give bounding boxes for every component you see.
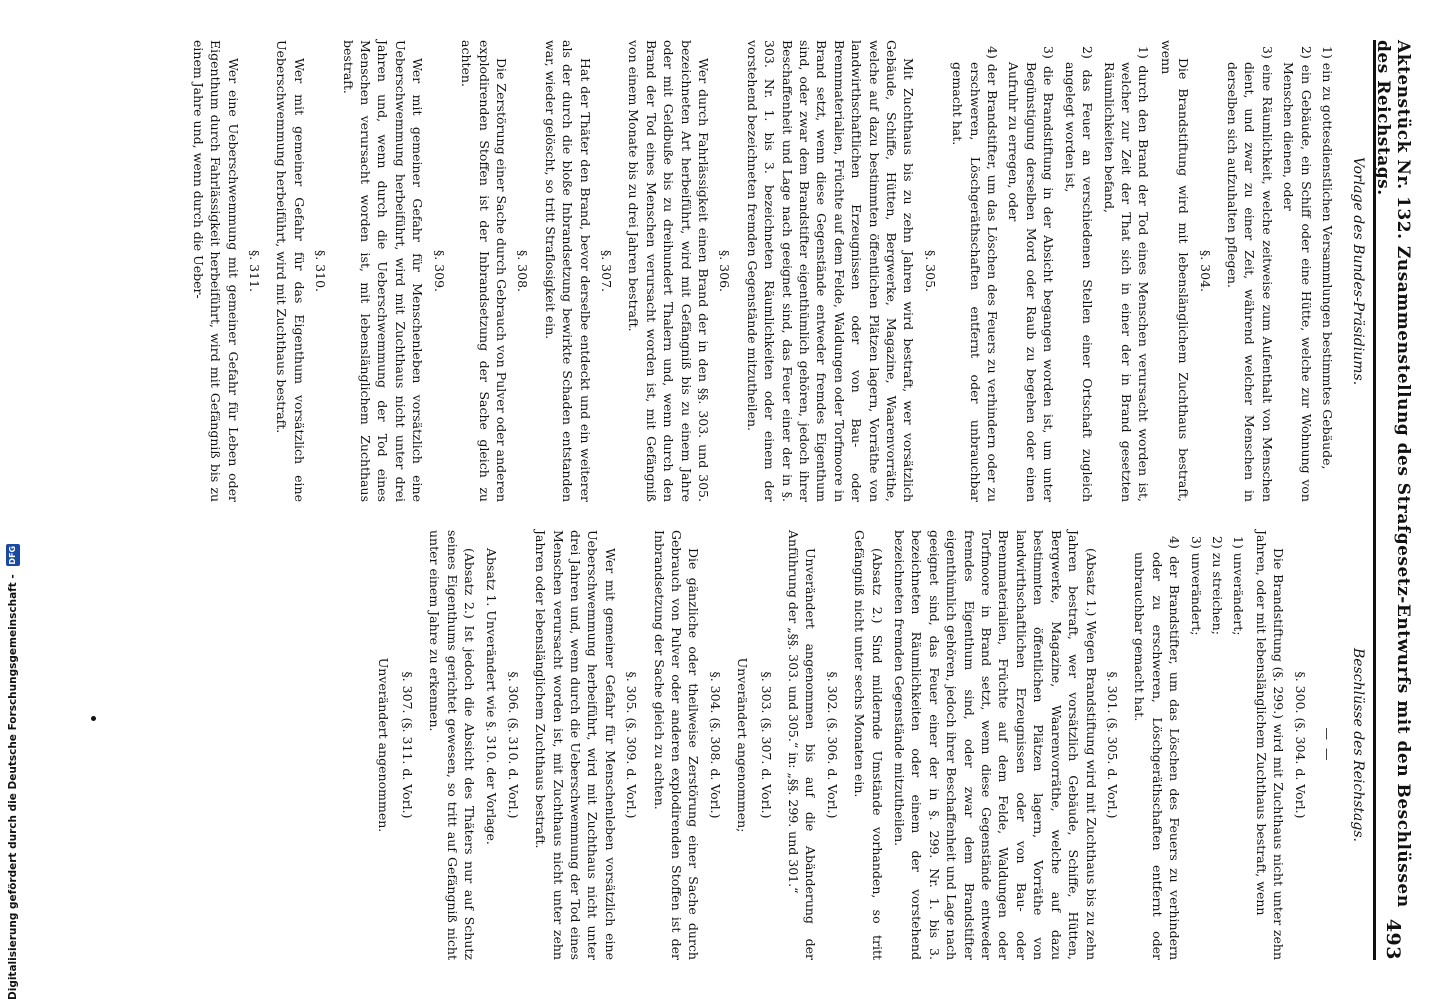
paragraph: Die gänzliche oder theilweise Zerstörung einer Sache durch Gebrauch von Pulver oder anderen explodirenden Stoffen ist der Inbrandsetzung der Sache gleich zu achten. xyxy=(651,530,702,960)
right-column xyxy=(371,530,1336,960)
paragraph: Absatz 1. Unverändert wie §. 310. der Vorlage. xyxy=(484,548,500,845)
section-number: §. 306. xyxy=(717,249,733,293)
list-item: 2) ein Gebäude, ein Schiff oder eine Hütte, welche zur Wohnung von Menschen dienen, oder xyxy=(1281,46,1314,502)
list-item: 4) der Brandstifter, um das Löschen des Feuers zu verhindern oder zu erschweren, Löschgeräthschaften entfernt oder unbrauchbar gemacht hat. xyxy=(1132,536,1183,960)
digitization-note xyxy=(2,0,24,1000)
paragraph: Wer eine Ueberschwemmung mit gemeiner Gefahr für Leben oder Eigenthum durch Fahrlässigkeit herbeiführt, wird mit Gefängniß bis zu einem Jahre und, wenn durch die Ueber- xyxy=(190,40,241,502)
paragraph: Hat der Thäter den Brand, bevor derselbe entdeckt und ein weiterer als der durch die bloße Inbrandsetzung bewirkte Schaden entstanden war, wieder gelöscht, so tritt Straflosigkeit ein. xyxy=(542,40,593,502)
section-number: §. 310. xyxy=(313,249,329,293)
paragraph: Wer mit gemeiner Gefahr für Menschenleben vorsätzlich eine Ueberschwemmung herbeiführt, wird mit Zuchthaus nicht unter drei Jahren und, wenn durch die Ueberschwemmung der Tod eines Menschen verursacht worden ist, mit lebenslänglichem Zuchthaus bestraft. xyxy=(340,40,426,502)
list-item: 1) durch den Brand der Tod eines Menschen verursacht worden ist, welcher zur Zeit der That sich in einer der in Brand gesetzten Räumlichkeiten befand, xyxy=(1101,46,1152,502)
list-item: 4) der Brandstifter, um das Löschen des Feuers zu verhindern oder zu erschweren, Löschgeräthschaften entfernt oder unbrauchbar gemacht hat. xyxy=(950,46,1001,502)
paragraph: Wer mit gemeiner Gefahr für das Eigenthum vorsätzlich eine Ueberschwemmung herbeiführt, wird mit Zuchthaus bestraft. xyxy=(274,40,307,502)
list-item: 2) das Feuer an verschiedenen Stellen einer Ortschaft zugleich angelegt worden ist, xyxy=(1062,46,1096,502)
section-number: §. 304. xyxy=(1197,249,1213,293)
list-item: 2) zu streichen; xyxy=(1209,536,1225,635)
note-line: Unverändert angenommen; xyxy=(735,657,751,833)
section-number: §. 305. (§. 309. d. Vorl.) xyxy=(624,671,640,819)
paragraph: (Absatz 2.) Sind mildernde Umstände vorhanden, so tritt Gefängniß nicht unter sechs Monaten ein. xyxy=(852,530,885,960)
section-number: §. 308. xyxy=(515,249,531,293)
paragraph: Die Zerstörung einer Sache durch Gebrauch von Pulver oder anderen explodirenden Stoffen ist der Inbrandsetzung der Sache gleich zu achten. xyxy=(459,40,509,502)
left-column-heading: Vorlage des Bundes-Präsidiums. xyxy=(1350,156,1366,386)
paragraph: Die Brandstiftung wird mit lebenslänglichem Zuchthaus bestraft, wenn xyxy=(1158,40,1192,502)
paragraph: Wer durch Fahrlässigkeit einen Brand der in den §§. 303. und 305. bezeichneten Art herbeiführt, wird mit Gefängniß bis zu einem Jahre oder mit Geldbuße bis zu dreihundert Thalern und, wenn durch den Brand der Tod eines Menschen verursacht worden ist, mit Gefängniß von einem Monate bis zu drei Jahren bestraft. xyxy=(626,40,711,502)
paragraph: (Absatz 1.) Wegen Brandstiftung wird mit Zuchthaus bis zu zehn Jahren bestraft, wer vorsätzlich Gebäude, Schiffe, Hütten, Bergwerke, Magazine, Waarenvorräthe, welche auf dazu bestimmten öffentlichen Plätzen lagern, Vorräthe von landwirthschaftlichen Erzeugnissen oder von Bau- oder Brennmaterialien, Früchte auf dem Felde, Waldungen oder Torfmoore in Brand setzt, wenn diese Gegenstände entweder fremdes Eigenthum sind, oder zwar dem Brandstifter eigenthümlich gehören, jedoch ihrer Beschaffenheit und Lage nach geeignet sind, das Feuer einer der in §. 299. Nr. 1. bis 3. bezeichneten Räumlichkeiten oder einem der vorstehend bezeichneten fremden Gegenstände mitzutheilen. xyxy=(892,530,1099,960)
list-item: 1) ein zu gottesdienstlichen Versammlungen bestimmtes Gebäude, xyxy=(1320,46,1335,470)
paragraph: (Absatz 2.) Ist jedoch die Absicht des Thäters nur auf Schutz seines Eigenthums gerichtet gewesen, so tritt auf Gefängniß nicht unter einem Jahre zu erkennen. xyxy=(427,530,477,960)
right-column-heading: Beschlüsse des Reichstags. xyxy=(1350,647,1366,842)
paragraph: Wer mit gemeiner Gefahr für Menschenleben vorsätzlich eine Ueberschwemmung herbeiführt, wird mit Zuchthaus nicht unter drei Jahren und, wenn durch die Ueberschwemmung der Tod eines Menschen verursacht worden ist, mit Zuchthaus nicht unter zehn Jahren oder lebenslänglichem Zuchthaus bestraft. xyxy=(533,530,618,960)
ink-speck xyxy=(91,716,96,721)
paragraph: Unverändert angenommen bis auf die Abänderung der Anführung der „§§. 303. und 305.“ in: „§§. 299. und 301.“ xyxy=(786,530,819,960)
list-item: 1) unverändert; xyxy=(1231,536,1247,636)
left-column xyxy=(184,40,1336,502)
section-number: §. 303. (§. 307. d. Vorl.) xyxy=(758,671,774,819)
section-number: §. 302. (§. 306. d. Vorl.) xyxy=(824,671,840,819)
list-item: 3) eine Räumlichkeit, welche zeitweise zum Aufenthalt von Menschen dient, und zwar zu einer Zeit, während welcher Menschen in derselben sich aufzuhalten pflegen. xyxy=(1224,46,1275,502)
section-number: §. 311. xyxy=(247,249,263,293)
section-number: §. 307. (§. 311. d. Vorl.) xyxy=(399,671,415,819)
section-number: §. 309. xyxy=(431,249,447,293)
separator: — — xyxy=(1320,727,1335,763)
list-item: 3) die Brandstiftung in der Absicht begangen worden ist, um unter Begünstigung derselben Mord oder Raub zu begehen oder einen Aufruhr zu erregen, oder xyxy=(1006,46,1057,502)
section-number: §. 307. xyxy=(598,249,614,293)
digitization-note-text: Digitalisierung gefördert durch die Deutsche Forschungsgemeinschaft - xyxy=(7,574,19,1000)
page-number: 493 xyxy=(1382,918,1404,960)
dfg-logo: DFG xyxy=(6,544,20,566)
paragraph: Die Brandstiftung (§. 299.) wird mit Zuchthaus nicht unter zehn Jahren, oder mit lebenslänglichem Zuchthaus bestraft, wenn xyxy=(1253,530,1287,960)
section-number: §. 301. (§. 305. d. Vorl.) xyxy=(1104,671,1120,819)
section-number: §. 304. (§. 308. d. Vorl.) xyxy=(707,671,723,819)
list-item: 3) unverändert; xyxy=(1188,536,1204,636)
paragraph: Mit Zuchthaus bis zu zehn Jahren wird bestraft, wer vorsätzlich Gebäude, Schiffe, Hütten, Bergwerke, Magazine, Waarenvorräthe, welche auf dazu bestimmten öffentlichen Plätzen lagern, Vorräthe von landwirthschaftlichen Erzeugnissen oder von Bau- oder Brennmaterialien, Früchte auf dem Felde, Waldungen oder Torfmoore in Brand setzt, wenn diese Gegenstände entweder fremdes Eigenthum sind, oder zwar dem Brandstifter eigenthümlich gehören, jedoch ihrer Beschaffenheit und Lage nach geeignet sind, das Feuer einer der in §. 303. Nr. 1. bis 3. bezeichneten Räumlichkeiten oder einem der vorstehend bezeichneten fremden Gegenstände mitzutheilen. xyxy=(744,40,917,502)
running-head xyxy=(1373,40,1413,960)
running-head-title: Aktenstück Nr. 132. Zusammenstellung des Strafgesetz-Entwurfs mit den Beschlüssen des Reichstags. xyxy=(1373,40,1413,908)
note-line: Unverändert angenommen. xyxy=(376,657,392,833)
section-number: §. 306. (§. 310. d. Vorl.) xyxy=(505,671,521,819)
section-number: §. 300. (§. 304. d. Vorl.) xyxy=(1292,671,1308,819)
section-number: §. 305. xyxy=(922,249,938,293)
